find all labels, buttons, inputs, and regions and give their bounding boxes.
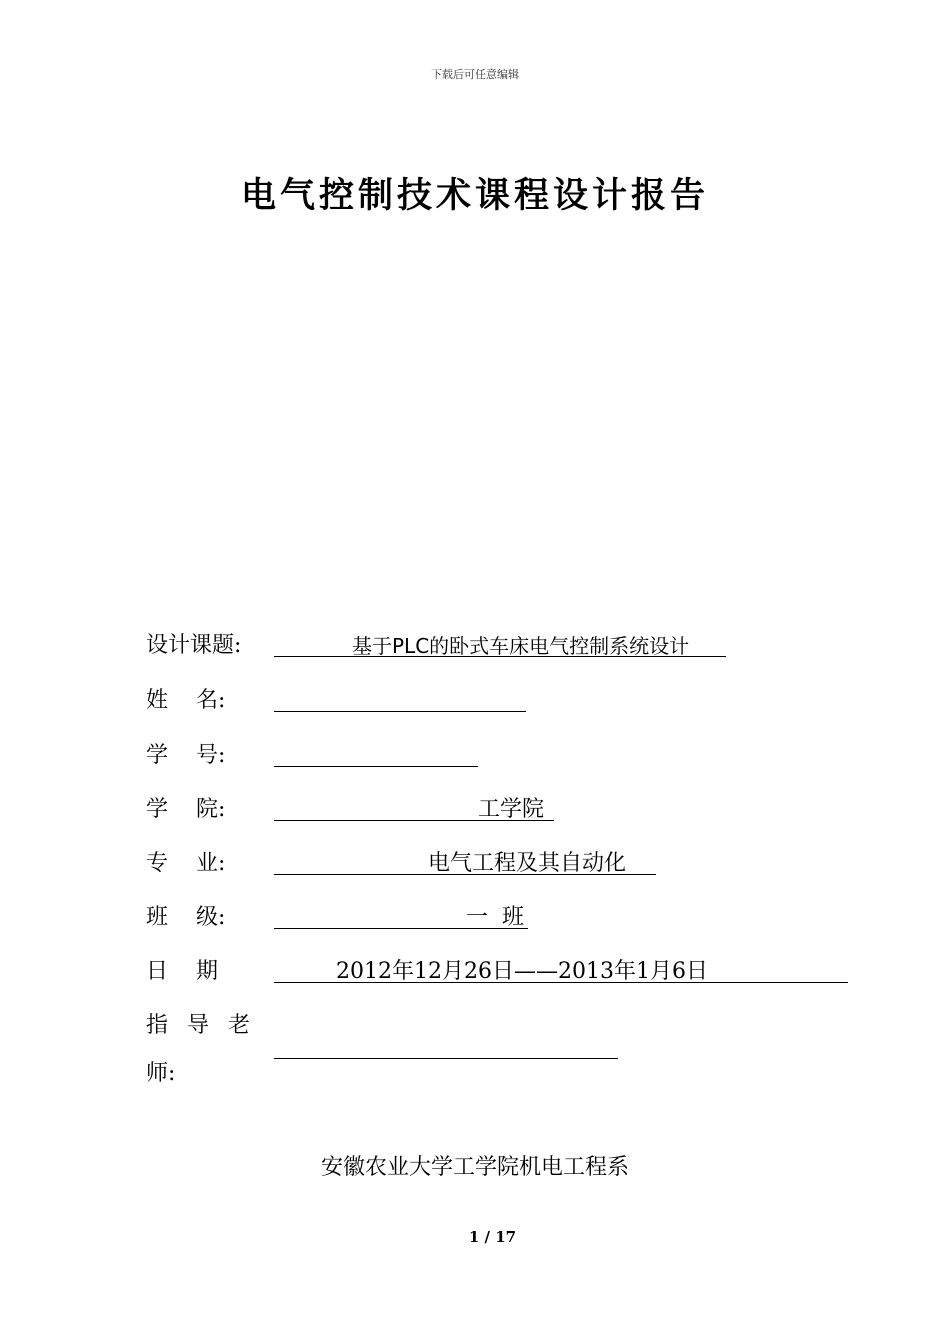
topic-value: 基于PLC的卧式车床电气控制系统设计 xyxy=(352,634,690,658)
date-label: 日 期 xyxy=(146,959,218,984)
college-label: 学 院: xyxy=(146,797,226,822)
advisor-underline xyxy=(274,1030,618,1059)
name-underline xyxy=(274,683,526,712)
student-id-label: 学 号: xyxy=(146,743,226,768)
page-header: 下载后可任意编辑 xyxy=(431,68,519,81)
student-id-underline xyxy=(274,738,478,767)
major-label: 专 业: xyxy=(146,851,226,876)
date-value: 2012年12月26日——2013年1月6日 xyxy=(336,959,708,984)
report-title: 电气控制技术课程设计报告 xyxy=(240,175,709,216)
advisor-label-line2: 师: xyxy=(146,1061,176,1086)
class-label: 班 级: xyxy=(146,905,226,930)
page-number: 1 / 17 xyxy=(468,1228,517,1246)
advisor-label-line1: 指 导 老 xyxy=(146,1013,256,1038)
topic-label: 设计课题: xyxy=(146,633,242,658)
class-value: 一 班 xyxy=(466,905,524,930)
college-value: 工学院 xyxy=(478,797,545,822)
major-value: 电气工程及其自动化 xyxy=(428,851,627,876)
organization-name: 安徽农业大学工学院机电工程系 xyxy=(320,1155,629,1180)
name-label: 姓 名: xyxy=(146,688,226,713)
